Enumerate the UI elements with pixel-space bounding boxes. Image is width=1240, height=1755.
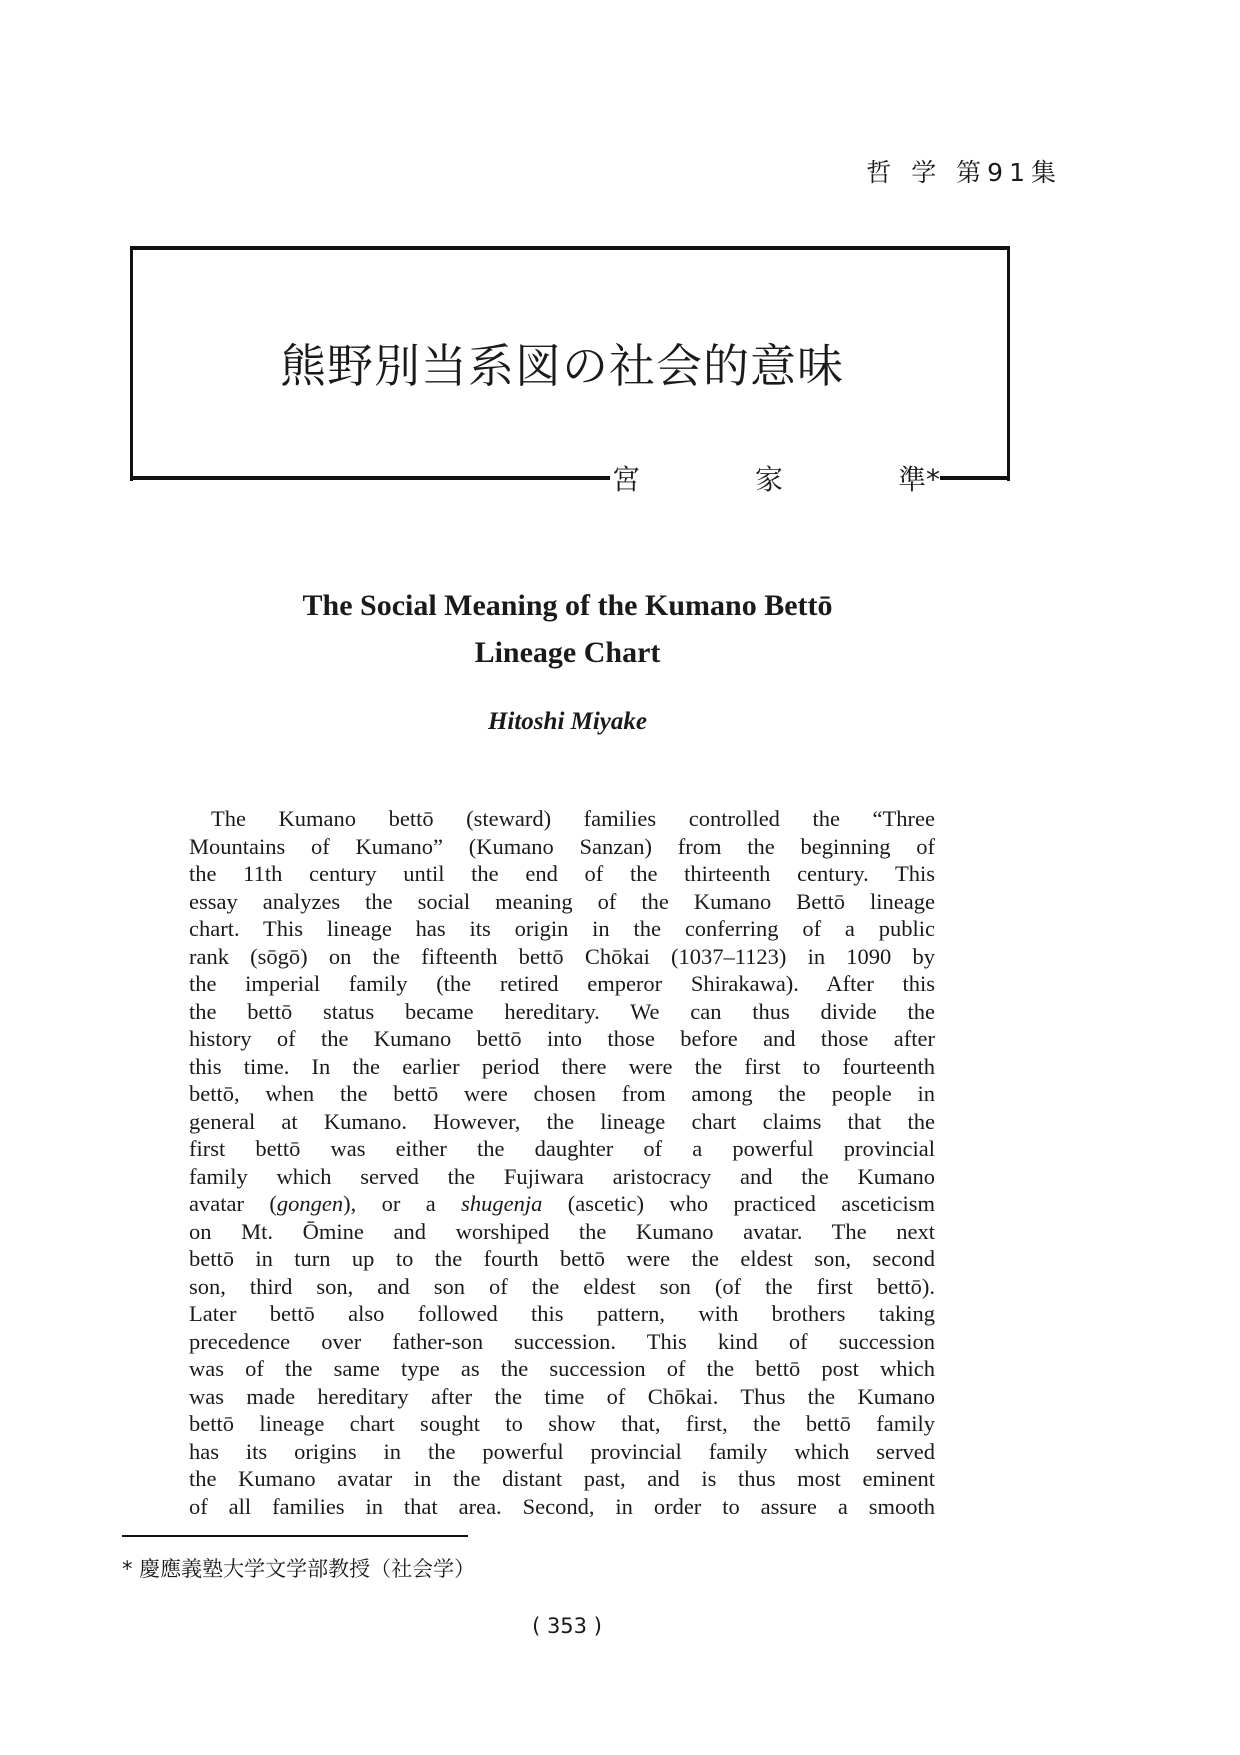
author-char: 準* xyxy=(897,463,940,496)
abstract-line: family which served the Fujiwara aristocracy and the Kumano xyxy=(189,1163,935,1189)
author-char: 家 xyxy=(754,463,783,496)
abstract-line: bettō in turn up to the fourth bettō were the eldest son, second xyxy=(189,1246,935,1271)
abstract-line: avatar (gongen), or a shugenja (ascetic) who practiced asceticism xyxy=(189,1191,935,1216)
abstract-line: the imperial family (the retired emperor Shirakawa). After this xyxy=(189,971,935,996)
footnote-rule xyxy=(122,1535,468,1537)
abstract-line: rank (sōgō) on the fifteenth bettō Chōkai (1037–1123) in 1090 by xyxy=(189,943,935,969)
abstract-line: bettō, when the bettō were chosen from among the people in xyxy=(189,1081,935,1106)
abstract-line: The Kumano bettō (steward) families controlled the “Three xyxy=(211,806,935,831)
abstract-line: bettō lineage chart sought to show that, first, the bettō family xyxy=(189,1411,935,1436)
abstract-line: of all families in that area. Second, in order to assure a smooth xyxy=(189,1493,935,1519)
abstract-line: on Mt. Ōmine and worshiped the Kumano avatar. The next xyxy=(189,1218,935,1244)
abstract-line: the 11th century until the end of the thirteenth century. This xyxy=(189,861,935,886)
english-title xyxy=(170,582,965,676)
page-number: ( 353 ) xyxy=(532,1614,602,1638)
abstract-line: the Kumano avatar in the distant past, and is thus most eminent xyxy=(189,1466,935,1491)
abstract-line: precedence over father-son succession. This kind of succession xyxy=(189,1328,935,1354)
abstract-line: history of the Kumano bettō into those before and those after xyxy=(189,1026,935,1051)
japanese-title: 熊野別当系図の社会的意味 xyxy=(280,339,844,393)
abstract-line: was made hereditary after the time of Chōkai. Thus the Kumano xyxy=(189,1383,935,1409)
abstract-line: has its origins in the powerful provincial family which served xyxy=(189,1438,935,1464)
abstract-line: this time. In the earlier period there were the first to fourteenth xyxy=(189,1053,935,1079)
journal-header: 哲 学 第91集 xyxy=(866,158,1062,187)
abstract xyxy=(189,805,935,1520)
english-title-line: Lineage Chart xyxy=(474,636,661,669)
abstract-line: was of the same type as the succession of the bettō post which xyxy=(189,1356,935,1381)
author-char: 宮 xyxy=(612,463,641,496)
title-frame-rule-right xyxy=(940,476,1007,480)
abstract-line: Later bettō also followed this pattern, with brothers taking xyxy=(189,1301,935,1326)
abstract-line: Mountains of Kumano” (Kumano Sanzan) from the beginning of xyxy=(189,833,935,859)
title-frame-rule-left xyxy=(130,476,610,480)
japanese-author xyxy=(612,458,940,498)
abstract-line: first bettō was either the daughter of a powerful provincial xyxy=(189,1136,935,1161)
english-title-line: The Social Meaning of the Kumano Bettō xyxy=(302,589,833,622)
footnote: * 慶應義塾大学文学部教授（社会学） xyxy=(122,1557,476,1581)
abstract-line: the bettō status became hereditary. We can thus divide the xyxy=(189,998,935,1024)
abstract-line: son, third son, and son of the eldest son (of the first bettō). xyxy=(189,1273,935,1299)
english-author: Hitoshi Miyake xyxy=(487,708,648,735)
abstract-line: chart. This lineage has its origin in the conferring of a public xyxy=(189,916,935,941)
abstract-line: essay analyzes the social meaning of the Kumano Bettō lineage xyxy=(189,888,935,914)
abstract-line: general at Kumano. However, the lineage chart claims that the xyxy=(189,1108,935,1134)
